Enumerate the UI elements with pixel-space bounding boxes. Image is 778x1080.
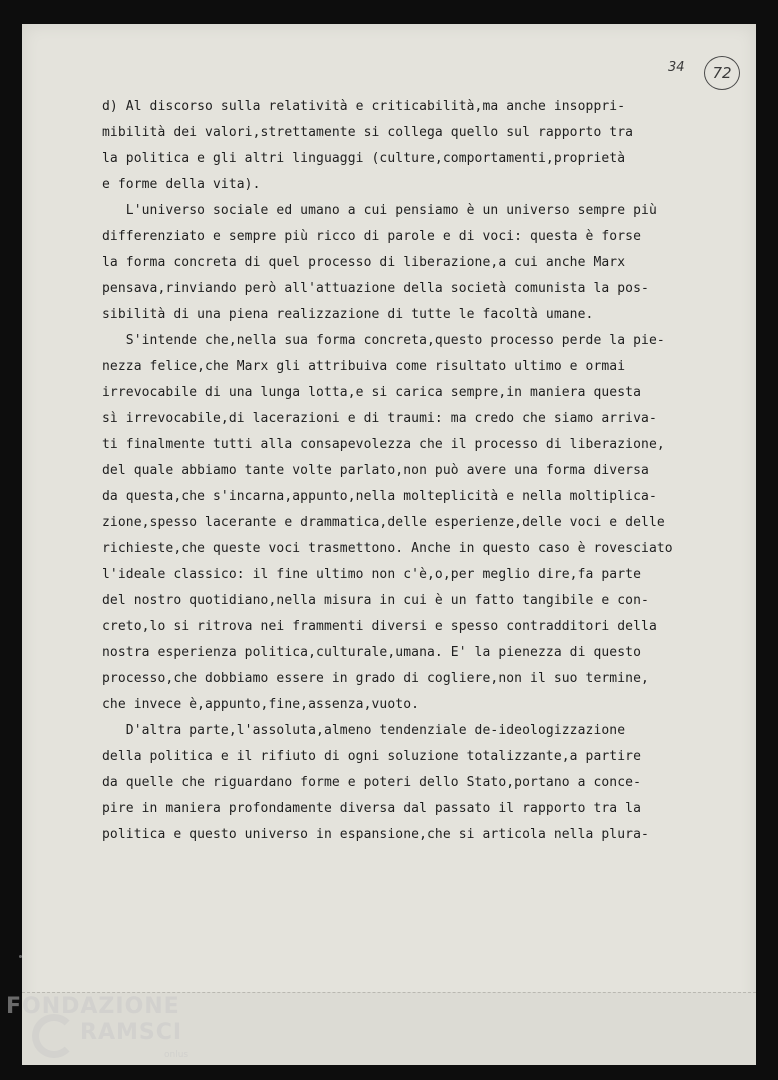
watermark-line2: RAMSCI bbox=[80, 1020, 183, 1045]
text-line: mibilità dei valori,strettamente si collega quello sul rapporto tra bbox=[102, 125, 634, 140]
circled-page-number: 72 bbox=[704, 56, 740, 90]
text-line: richieste,che queste voci trasmettono. Anche in questo caso è rovesciato bbox=[102, 541, 673, 556]
text-line: e forme della vita). bbox=[102, 177, 261, 192]
text-line: creto,lo si ritrova nei frammenti diversi e spesso contradditori della bbox=[102, 619, 657, 634]
edge-dot bbox=[19, 955, 22, 958]
archive-watermark bbox=[6, 994, 206, 1074]
pencil-page-number: 34 bbox=[668, 60, 685, 75]
text-line: L'universo sociale ed umano a cui pensiamo è un universo sempre più bbox=[102, 203, 657, 218]
text-line: differenziato e sempre più ricco di parole e di voci: questa è forse bbox=[102, 229, 642, 244]
paragraph bbox=[102, 94, 662, 198]
text-line: pensava,rinviando però all'attuazione della società comunista la pos- bbox=[102, 281, 649, 296]
text-line: irrevocabile di una lunga lotta,e si carica sempre,in maniera questa bbox=[102, 385, 642, 400]
text-line: politica e questo universo in espansione,che si articola nella plura- bbox=[102, 827, 649, 842]
text-line: la forma concreta di quel processo di liberazione,a cui anche Marx bbox=[102, 255, 626, 270]
text-line: da questa,che s'incarna,appunto,nella molteplicità e nella moltiplica- bbox=[102, 489, 657, 504]
typed-text-body bbox=[102, 94, 673, 848]
document-page bbox=[22, 24, 756, 1064]
text-line: nezza felice,che Marx gli attribuiva come risultato ultimo e ormai bbox=[102, 359, 626, 374]
text-line: D'altra parte,l'assoluta,almeno tendenziale de-ideologizzazione bbox=[102, 723, 626, 738]
text-line: la politica e gli altri linguaggi (culture,comportamenti,proprietà bbox=[102, 151, 626, 166]
watermark-line1: FONDAZIONE bbox=[6, 994, 180, 1019]
text-line: del quale abbiamo tante volte parlato,non può avere una forma diversa bbox=[102, 463, 649, 478]
text-line: sì irrevocabile,di lacerazioni e di traumi: ma credo che siamo arriva- bbox=[102, 411, 657, 426]
text-line: zione,spesso lacerante e drammatica,delle esperienze,delle voci e delle bbox=[102, 515, 665, 530]
text-line: S'intende che,nella sua forma concreta,questo processo perde la pie- bbox=[102, 333, 665, 348]
paragraph bbox=[102, 198, 662, 328]
paragraph bbox=[102, 328, 673, 718]
text-line: processo,che dobbiamo essere in grado di cogliere,non il suo termine, bbox=[102, 671, 649, 686]
watermark-sub: onlus bbox=[164, 1050, 189, 1060]
text-line: ti finalmente tutti alla consapevolezza che il processo di liberazione, bbox=[102, 437, 665, 452]
text-line: pire in maniera profondamente diversa dal passato il rapporto tra la bbox=[102, 801, 642, 816]
watermark-g-logo-icon bbox=[32, 1014, 76, 1058]
text-line: d) Al discorso sulla relatività e criticabilità,ma anche insoppri- bbox=[102, 99, 626, 114]
text-line: che invece è,appunto,fine,assenza,vuoto. bbox=[102, 697, 420, 712]
text-line: della politica e il rifiuto di ogni soluzione totalizzante,a partire bbox=[102, 749, 642, 764]
text-line: nostra esperienza politica,culturale,umana. E' la pienezza di questo bbox=[102, 645, 642, 660]
text-line: l'ideale classico: il fine ultimo non c'è,o,per meglio dire,fa parte bbox=[102, 567, 642, 582]
paragraph bbox=[102, 718, 662, 848]
text-line: del nostro quotidiano,nella misura in cui è un fatto tangibile e con- bbox=[102, 593, 649, 608]
text-line: sibilità di una piena realizzazione di tutte le facoltà umane. bbox=[102, 307, 594, 322]
text-line: da quelle che riguardano forme e poteri dello Stato,portano a conce- bbox=[102, 775, 642, 790]
